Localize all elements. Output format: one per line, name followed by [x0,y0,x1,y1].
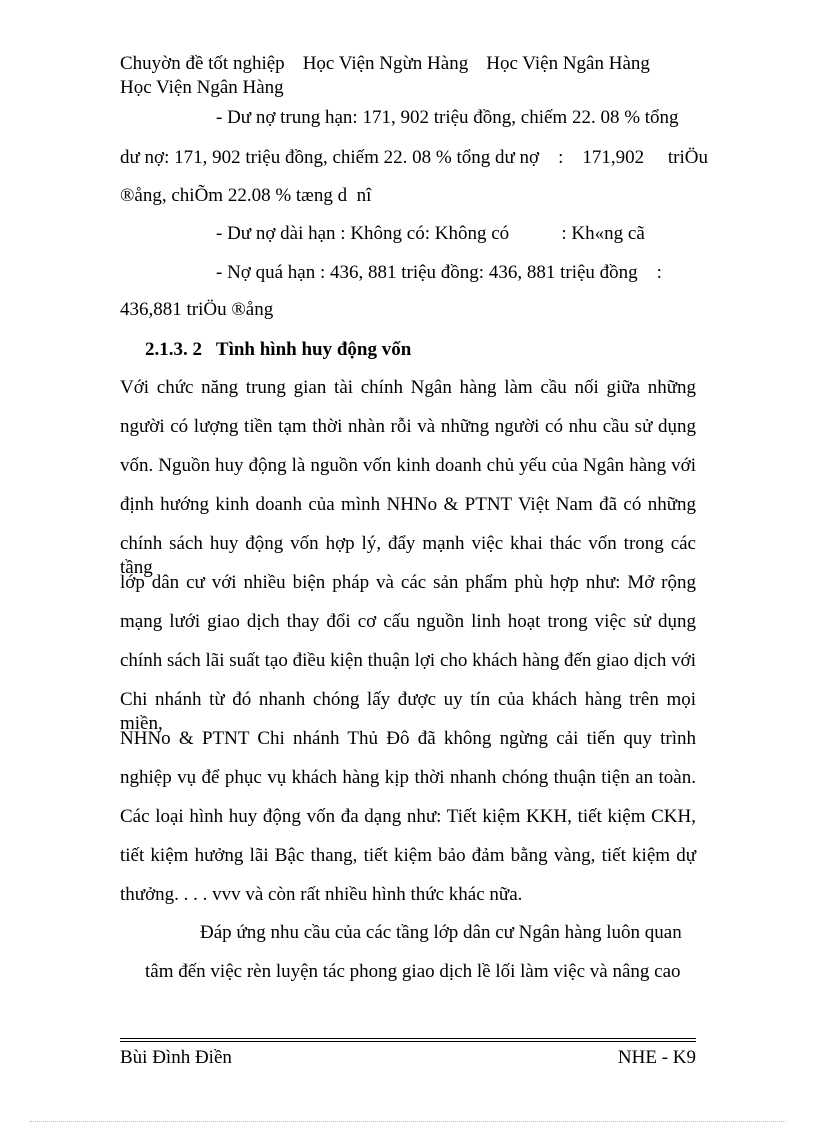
footer-author: Bùi Đình Điền [120,1047,232,1068]
paragraph-line: lớp dân cư với nhiều biện pháp và các sản phẩm phù hợp như: Mở rộng [120,572,696,593]
long-term-debt-line: - Dư nợ dài hạn : Không có: Không có : Kh«ng cã [216,223,645,244]
paragraph-line: chính sách lãi suất tạo điều kiện thuận lợi cho khách hàng đến giao dịch với [120,650,696,671]
footer-rule-top [120,1038,696,1039]
header-title-2: Học Viện Ngừn Hàng [302,53,469,74]
section-heading: 2.1.3. 2 Tình hình huy động vốn [145,339,412,360]
header-title-3: Học Viện Ngân Hàng [486,53,650,74]
paragraph-last-line: thưởng. . . . vvv và còn rất nhiều hình thức khác nữa. [120,884,523,905]
paragraph-line: nghiệp vụ để phục vụ khách hàng kịp thời nhanh chóng thuận tiện an toàn. [120,767,696,788]
overdue-debt-garbled: 436,881 triÖu ®ång [120,299,274,320]
footer-class-code: NHE - K9 [617,1047,696,1068]
medium-term-debt-line: - Dư nợ trung hạn: 171, 902 triệu đồng, chiếm 22. 08 % tổng [216,107,679,128]
page-header [120,52,668,76]
paragraph2-line-1: Đáp ứng nhu cầu của các tầng lớp dân cư Ngân hàng luôn quan [200,922,682,943]
paragraph-line: Với chức năng trung gian tài chính Ngân hàng làm cầu nối giữa những [120,377,696,398]
paragraph-line: tiết kiệm hưởng lãi Bậc thang, tiết kiệm bảo đảm bằng vàng, tiết kiệm dự [120,845,696,866]
overdue-debt-line: - Nợ quá hạn : 436, 881 triệu đồng: 436, 881 triệu đồng : [216,262,662,283]
medium-term-debt-garbled: ®ång, chiÕm 22.08 % tæng d nî [120,185,372,206]
paragraph2-line-2: tâm đến việc rèn luyện tác phong giao dịch lề lối làm việc và nâng cao [145,961,681,982]
page-bottom-dotted-border [30,1121,786,1122]
paragraph-line: chính sách huy động vốn hợp lý, đẩy mạnh việc khai thác vốn trong các tầng [120,533,696,578]
paragraph-line: định hướng kinh doanh của mình NHNo & PTNT Việt Nam đã có những [120,494,696,515]
paragraph-line: Chi nhánh từ đó nhanh chóng lấy được uy tín của khách hàng trên mọi miền, [120,689,696,734]
footer-rule-bottom [120,1041,696,1042]
medium-term-debt-cont: dư nợ: 171, 902 triệu đồng, chiếm 22. 08 % tổng dư nợ : 171,902 triÖu [120,147,708,168]
header-line-2: Học Viện Ngân Hàng [120,77,284,98]
paragraph-line: vốn. Nguồn huy động là nguồn vốn kinh doanh chủ yếu của Ngân hàng với [120,455,696,476]
paragraph-line: NHNo & PTNT Chi nhánh Thủ Đô đã không ngừng cải tiến quy trình [120,728,696,749]
paragraph-line: mạng lưới giao dịch thay đổi cơ cấu nguồn linh hoạt trong việc sử dụng [120,611,696,632]
paragraph-line: Các loại hình huy động vốn đa dạng như: Tiết kiệm KKH, tiết kiệm CKH, [120,806,696,827]
paragraph-line: người có lượng tiền tạm thời nhàn rỗi và những người có nhu cầu sử dụng [120,416,696,437]
header-title-1: Chuyờn đề tốt nghiệp [120,53,285,74]
